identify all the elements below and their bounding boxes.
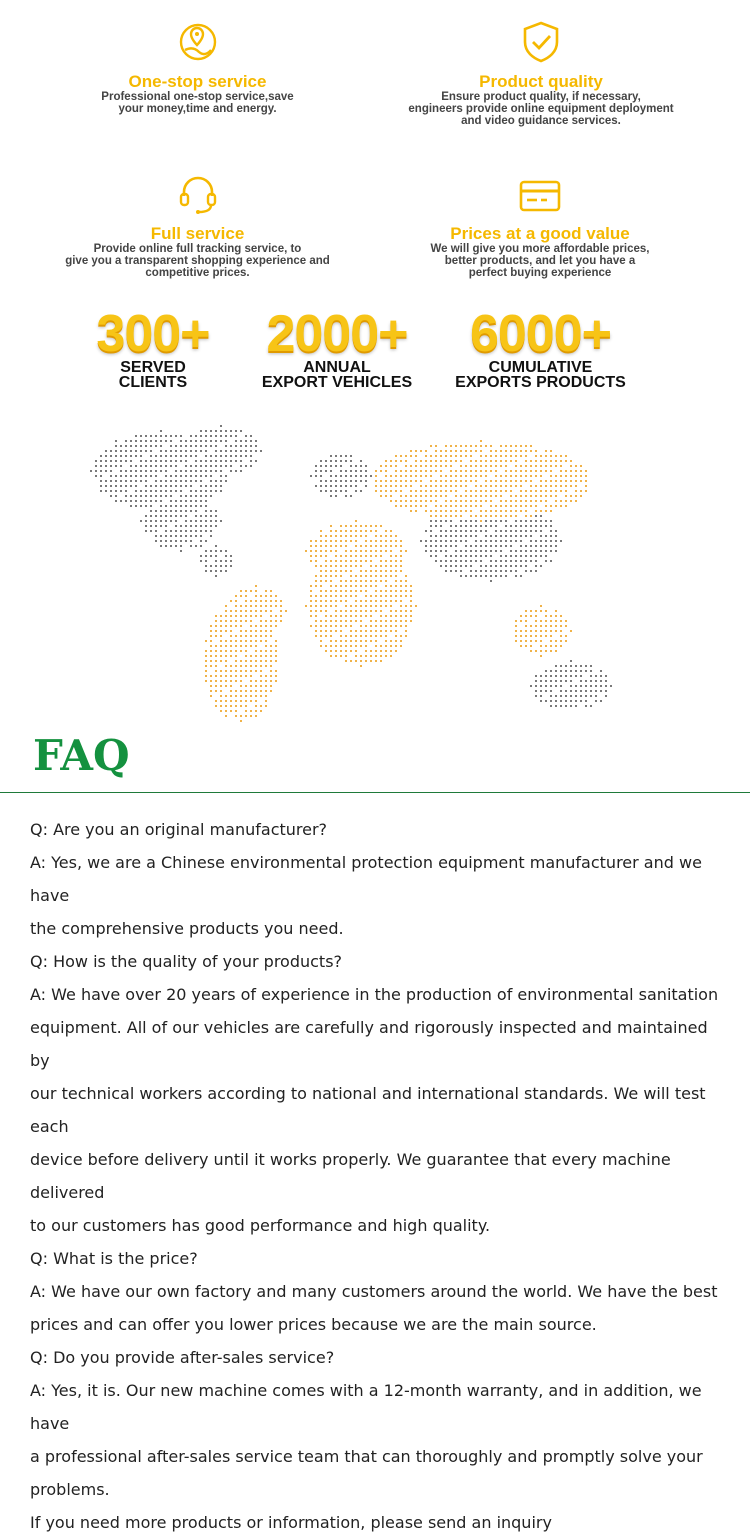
feature-desc-line: Ensure product quality, if necessary,: [441, 91, 641, 103]
location-pin-icon: [80, 20, 315, 69]
feature-desc-line: give you a transparent shopping experience and: [65, 255, 330, 267]
feature-title: Full service: [150, 224, 245, 243]
feature-desc-line: Professional one-stop service,save: [101, 91, 294, 103]
stat-label-line: CUMULATIVE: [488, 359, 593, 376]
stat-served-clients: [78, 305, 228, 391]
stat-value: 2000+: [266, 305, 408, 363]
feature-desc-line: and video guidance services.: [461, 115, 621, 127]
faq-answer: A: Yes, we are a Chinese environmental protection equipment manufacturer and we have: [30, 853, 702, 905]
faq-text-line: device before delivery until it works properly. We guarantee that every machine delivered: [30, 1150, 671, 1202]
stat-label-line: ANNUAL: [303, 359, 371, 376]
faq-divider: [0, 792, 750, 793]
stat-cumulative-exports: [448, 305, 633, 391]
feature-product-quality: [390, 20, 692, 127]
feature-one-stop-service: [80, 20, 315, 115]
faq-text-line: equipment. All of our vehicles are carefully and rigorously inspected and maintained by: [30, 1018, 708, 1070]
feature-title: Product quality: [479, 72, 603, 91]
faq-question: Q: Do you provide after-sales service?: [30, 1348, 335, 1367]
faq-title: FAQ: [33, 731, 130, 780]
stat-label-line: EXPORT VEHICLES: [261, 374, 413, 391]
faq-answer: A: We have our own factory and many customers around the world. We have the best: [30, 1282, 718, 1301]
stat-value: 300+: [96, 305, 210, 363]
faq-text-line: problems.: [30, 1480, 110, 1499]
stat-label-line: CLIENTS: [118, 374, 188, 391]
stat-label-line: SERVED: [120, 359, 186, 376]
headset-icon: [50, 172, 345, 221]
feature-desc-line: better products, and let you have a: [444, 255, 636, 267]
world-map-graphic: [70, 410, 670, 730]
faq-text-line: the comprehensive products you need.: [30, 919, 344, 938]
faq-question: Q: Are you an original manufacturer?: [30, 820, 328, 839]
stat-label-line: EXPORTS PRODUCTS: [455, 374, 626, 391]
feature-desc-line: engineers provide online equipment deployment: [408, 103, 674, 115]
faq-question: Q: What is the price?: [30, 1249, 198, 1268]
feature-good-value: [405, 176, 675, 279]
feature-title: Prices at a good value: [450, 224, 630, 243]
feature-desc-line: your money,time and energy.: [118, 103, 277, 115]
faq-text-line: to our customers has good performance and high quality.: [30, 1216, 491, 1235]
feature-desc-line: Provide online full tracking service, to: [93, 243, 302, 255]
faq-text-line: prices and can offer you lower prices because we are the main source.: [30, 1315, 597, 1334]
faq-question: Q: How is the quality of your products?: [30, 952, 343, 971]
faq-answer: A: Yes, it is. Our new machine comes with a 12-month warranty, and in addition, we have: [30, 1381, 702, 1433]
feature-full-service: [50, 172, 345, 279]
faq-text-line: a professional after-sales service team that can thoroughly and promptly solve your: [30, 1447, 703, 1466]
feature-desc-line: We will give you more affordable prices,: [430, 243, 650, 255]
feature-title: One-stop service: [128, 72, 267, 91]
faq-body: [30, 813, 730, 1539]
payment-card-icon: [405, 176, 675, 221]
shield-check-icon: [390, 20, 692, 69]
faq-text-line: If you need more products or information, please send an inquiry: [30, 1513, 552, 1532]
feature-desc-line: perfect buying experience: [468, 267, 612, 279]
feature-desc-line: competitive prices.: [145, 267, 250, 279]
stat-export-vehicles: [252, 305, 422, 391]
stat-value: 6000+: [469, 305, 612, 363]
faq-text-line: our technical workers according to national and international standards. We will test each: [30, 1084, 706, 1136]
faq-answer: A: We have over 20 years of experience in the production of environmental sanitation: [30, 985, 719, 1004]
